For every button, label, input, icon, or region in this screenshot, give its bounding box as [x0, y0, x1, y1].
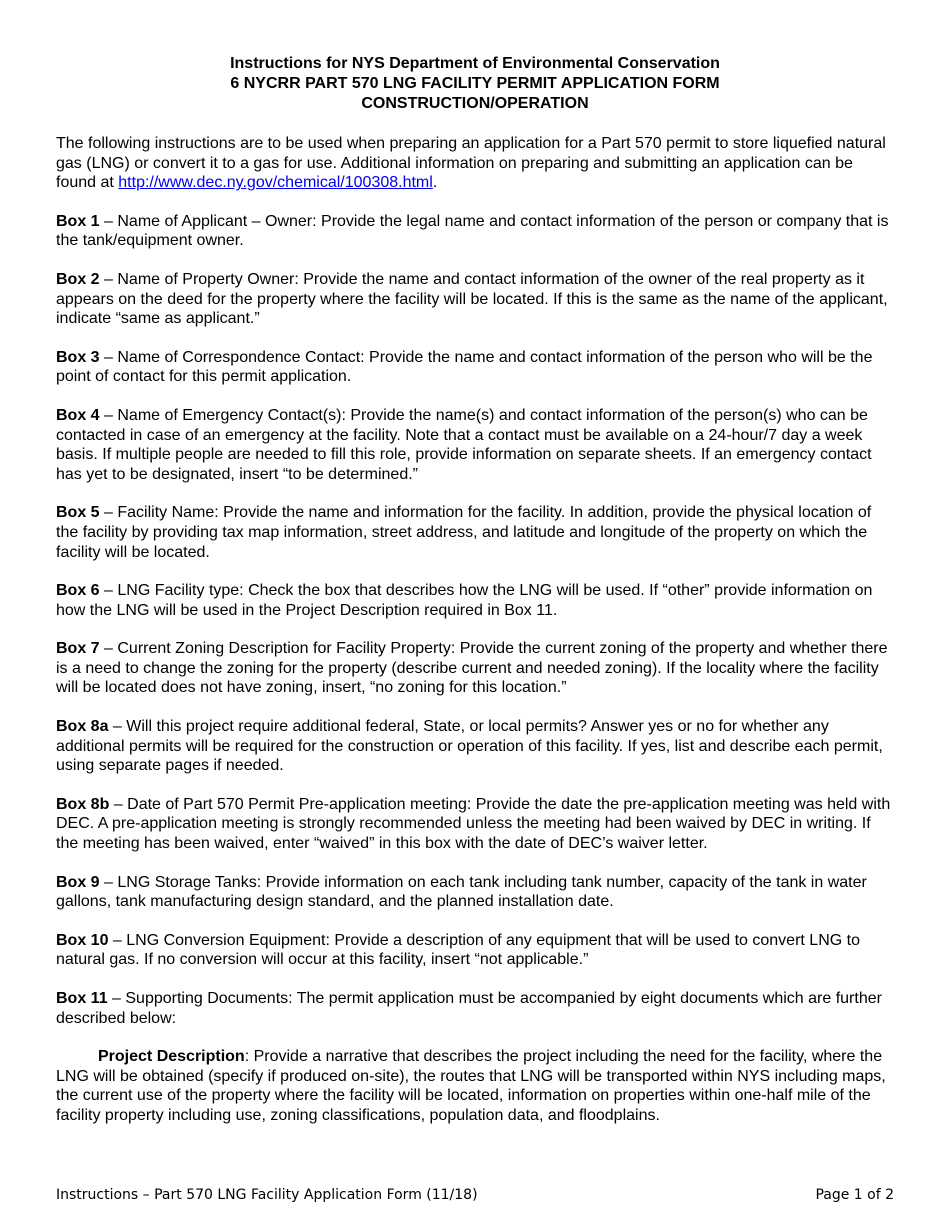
box-7-instruction — [56, 639, 894, 698]
box-label: Box 9 — [56, 873, 100, 891]
box-label: Box 8b — [56, 795, 110, 813]
box-text: – Supporting Documents: The permit application must be accompanied by eight documents which are further described below: — [56, 990, 882, 1027]
box-10-instruction — [56, 931, 894, 970]
box-9-instruction — [56, 873, 894, 912]
intro-end: . — [432, 174, 438, 192]
box-label: Box 4 — [56, 406, 100, 424]
box-label: Box 8a — [56, 718, 109, 736]
box-label: Box 6 — [56, 582, 100, 600]
box-11-instruction — [56, 989, 894, 1028]
box-text: – Name of Property Owner: Provide the name and contact information of the owner of the real property as it appears on the deed for the property where the facility will be located. If this is the same as the name of the applicant, indicate “same as applicant.” — [56, 270, 888, 328]
box-text: – Name of Applicant – Owner: Provide the legal name and contact information of the person or company that is the tank/equipment owner. — [56, 212, 889, 250]
box-label: Box 7 — [56, 640, 100, 658]
box-text: – Name of Correspondence Contact: Provide the name and contact information of the person who will be the point of contact for this permit application. — [56, 348, 873, 386]
box-text: – Current Zoning Description for Facility Property: Provide the current zoning of the property and whether there is a need to change the zoning for the property (describe current and needed zoning). If the locality where the facility will be located does not have zoning, insert, “no zoning for this location.” — [56, 640, 888, 697]
box-label: Box 5 — [56, 504, 100, 522]
box-8b-instruction — [56, 795, 894, 854]
box-label: Box 2 — [56, 270, 100, 288]
footer-page-number: Page 1 of 2 — [815, 1187, 894, 1203]
box-text: – LNG Facility type: Check the box that describes how the LNG will be used. If “other” provide information on how the LNG will be used in the Project Description required in Box 11. — [56, 582, 873, 619]
box-text: – Date of Part 570 Permit Pre-application meeting: Provide the date the pre-application meeting was held with DEC. A pre-application meeting is strongly recommended unless the meeting had been waived by DEC in writing. If the meeting has been waived, enter “waived” in this box with the date of DEC’s waiver letter. — [56, 795, 891, 853]
document-title — [56, 54, 894, 114]
box-5-instruction — [56, 503, 894, 562]
box-label: Box 3 — [56, 348, 100, 366]
intro-text: The following instructions are to be used when preparing an application for a Part 570 permit to store liquefied natural gas (LNG) or convert it to a gas for use. Additional information on preparing and submitting an application can be found at — [56, 135, 886, 192]
box-1-instruction — [56, 212, 894, 251]
box-6-instruction — [56, 581, 894, 620]
box-8a-instruction — [56, 717, 894, 776]
box-label: Box 10 — [56, 931, 109, 949]
title-line-3: CONSTRUCTION/OPERATION — [361, 95, 589, 112]
box-label: Box 11 — [56, 990, 108, 1007]
box-text: – LNG Conversion Equipment: Provide a description of any equipment that will be used to convert LNG to natural gas. If no conversion will occur at this facility, insert “not applicable.” — [56, 931, 860, 969]
document-page — [56, 54, 894, 1145]
intro-paragraph — [56, 134, 894, 193]
box-text: – Will this project require additional federal, State, or local permits? Answer yes or no for whether any additional permits will be required for the construction or operation of this facility. If yes, list and describe each permit, using separate pages if needed. — [56, 718, 883, 775]
dec-website-link[interactable]: http://www.dec.ny.gov/chemical/100308.html — [118, 174, 433, 192]
footer-form-title: Instructions – Part 570 LNG Facility Application Form (11/18) — [56, 1187, 478, 1203]
box-3-instruction — [56, 348, 894, 387]
box-text: – Name of Emergency Contact(s): Provide the name(s) and contact information of the person(s) who can be contacted in case of an emergency at the facility. Note that a contact must be available on a 24-hour/7 day a week basis. If multiple people are needed to fill this role, provide information on separate sheets. If an emergency contact has yet to be designated, insert “to be determined.” — [56, 406, 872, 483]
box-text: – LNG Storage Tanks: Provide information on each tank including tank number, capacity of the tank in water gallons, tank manufacturing design standard, and the planned installation date. — [56, 873, 867, 911]
project-description-text: : Provide a narrative that describes the project including the need for the facility, where the LNG will be obtained (specify if produced on-site), the routes that LNG will be transported within NYS including maps, the current use of the property where the facility will be located, information on properties within one-half mile of the facility property including use, zoning classifications, population data, and floodplains. — [56, 1048, 886, 1124]
box-2-instruction — [56, 270, 894, 329]
title-line-1: Instructions for NYS Department of Environmental Conservation — [230, 55, 720, 72]
box-label: Box 1 — [56, 212, 100, 230]
project-description-instruction — [56, 1047, 894, 1125]
box-text: – Facility Name: Provide the name and information for the facility. In addition, provide the physical location of the facility by providing tax map information, street address, and latitude and longitude of the property on which the facility will be located. — [56, 504, 872, 561]
project-description-label: Project Description — [98, 1048, 245, 1066]
box-4-instruction — [56, 406, 894, 484]
title-line-2: 6 NYCRR PART 570 LNG FACILITY PERMIT APPLICATION FORM — [230, 75, 720, 92]
